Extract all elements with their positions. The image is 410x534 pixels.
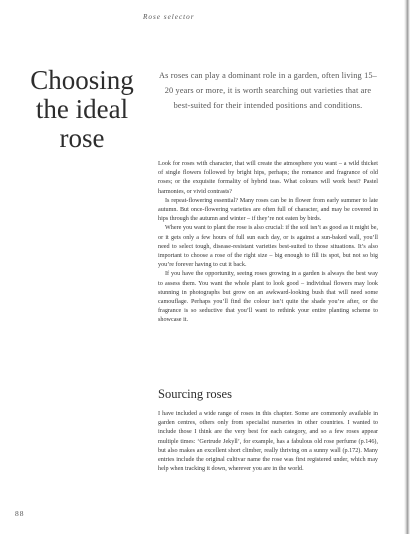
body-paragraph: Where you want to plant the rose is also crucial: if the soil isn’t as good as it might be, or it gets only a few hours of full sun each day, or is against a sun-baked wall, you’ll need to select tough, disease-resistant varieties best-suited to those situations. It’s also important to choose a rose of the right size – big enough to fill its spot, but not so big you’re forever having to cut it back. <box>158 225 378 269</box>
title-line-2: the ideal <box>35 94 129 124</box>
section-heading: Sourcing roses <box>158 387 232 401</box>
running-head: Rose selector <box>143 13 195 21</box>
body-paragraph: If you have the opportunity, seeing roses growing in a garden is always the best way to assess them. You want the whole plant to look good – individual flowers may look stunning in photographs but grow on an awkward-looking bush that will need some camouflage. Perhaps you’ll find the colour isn’t quite the shade you’re after, or the fragrance is so seductive that you’ll want to rethink your entire planting scheme to showcase it. <box>158 271 378 324</box>
title-line-1: Choosing <box>30 65 134 95</box>
intro-text: As roses can play a dominant role in a garden, often living 15–20 years or more, it is worth searching out varieties that are best-suited for their intended positions and conditions. <box>159 71 377 111</box>
body-column <box>158 160 378 326</box>
body-paragraph: Look for roses with character, that will create the atmosphere you want – a wild thicket of single flowers followed by bright hips, perhaps; the romance and fragrance of old roses; or the exquisite formality of hybrid teas. What colours will work best? Pastel harmonies, or vivid contrasts? <box>158 161 378 195</box>
body-paragraph: Is repeat-flowering essential? Many roses can be in flower from early summer to late autumn. But once-flowering varieties are often full of character, and may be covered in hips through the autumn and winter – if they’re not eaten by birds. <box>158 197 378 223</box>
page-number: 88 <box>15 509 25 518</box>
section-paragraph: I have included a wide range of roses in this chapter. Some are commonly available in garden centres, others only from specialist nurseries in other countries. I wanted to include those I think are the very best for each category, and so a few roses appear multiple times: ‘Gertrude Jekyll’, for example, has a fabulous old rose perfume (p.146), but also makes an excellent short climber, really thriving on a sunny wall (p.172). Many entries include the original cultivar name the rose was first registered under, which may help when tracking it down, wherever you are in the world. <box>158 411 378 473</box>
section-body <box>158 410 378 474</box>
page-title <box>12 66 152 153</box>
title-line-3: rose <box>59 123 105 153</box>
page-edge <box>404 0 410 534</box>
